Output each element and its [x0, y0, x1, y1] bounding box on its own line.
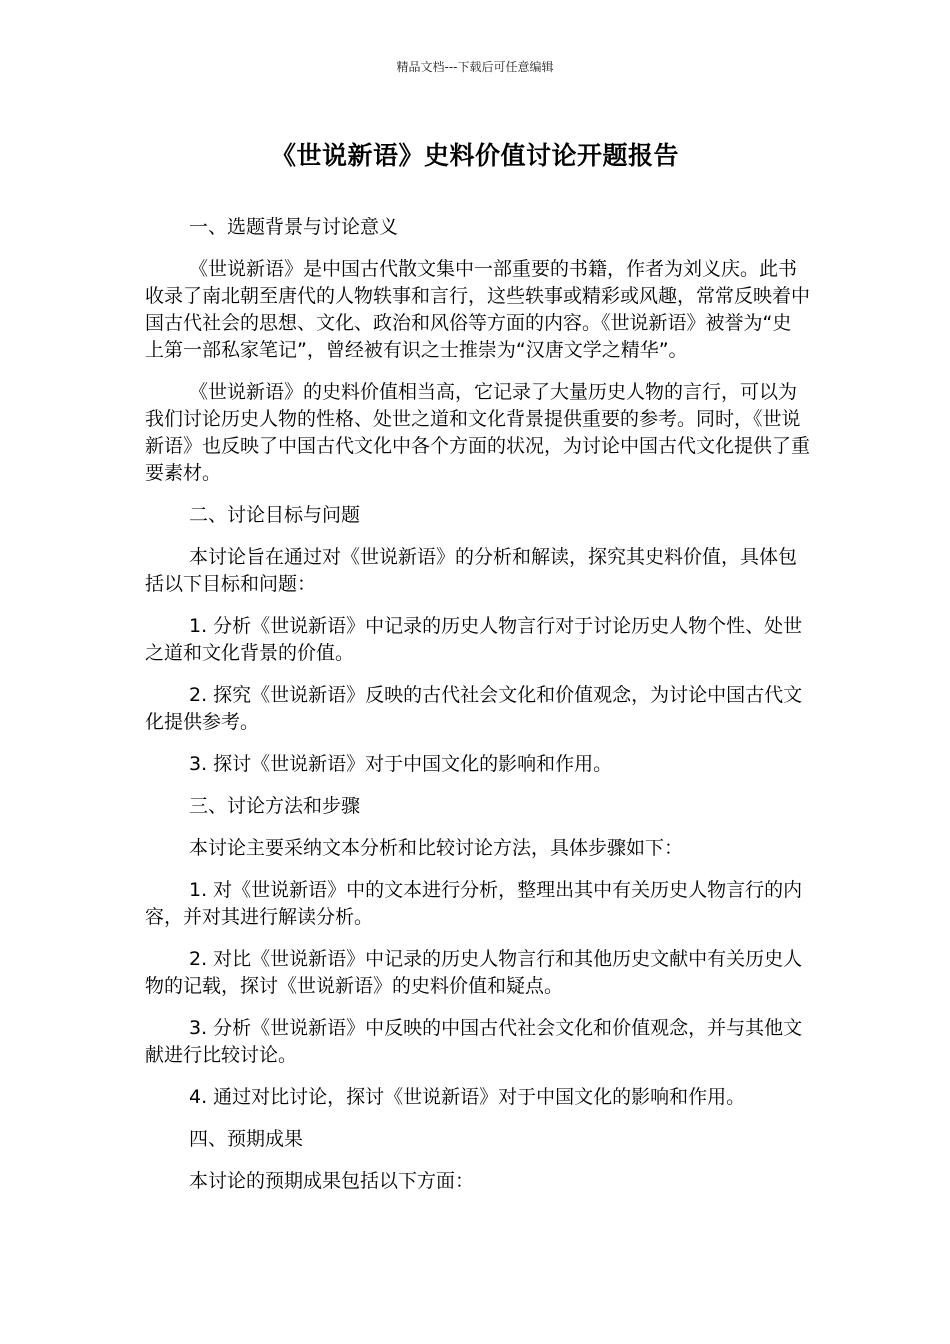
document-body: [145, 214, 810, 1210]
section-heading-3: 三、讨论方法和步骤: [189, 795, 361, 817]
list-item: 4. 通过对比讨论，探讨《世说新语》对于中国文化的影响和作用。: [189, 1086, 746, 1108]
paragraph: 《世说新语》的史料价值相当高，它记录了大量历史人物的言行，可以为我们讨论历史人物的性格、处世之道和文化背景提供重要的参考。同时，《世说新语》也反映了中国古代文化中各个方面的状况，为讨论中国古代文化提供了重要素材。: [145, 381, 811, 484]
document-title: 《世说新语》史料价值讨论开题报告: [270, 141, 679, 170]
paragraph: 本讨论主要采纳文本分析和比较讨论方法，具体步骤如下：: [189, 837, 684, 859]
list-item: 2. 对比《世说新语》中记录的历史人物言行和其他历史文献中有关历史人物的记载，探讨《世说新语》的史料价值和疑点。: [145, 948, 803, 997]
list-item: 3. 分析《世说新语》中反映的中国古代社会文化和价值观念，并与其他文献进行比较讨论。: [145, 1017, 803, 1066]
section-heading-4: 四、预期成果: [189, 1128, 304, 1150]
paragraph: 《世说新语》是中国古代散文集中一部重要的书籍，作者为刘义庆。此书收录了南北朝至唐代的人物轶事和言行，这些轶事或精彩或风趣，常常反映着中国古代社会的思想、文化、政治和风俗等方面的内容。《世说新语》被誉为“史上第一部私家笔记”，曾经被有识之士推崇为“汉唐文学之精华”。: [145, 258, 811, 361]
list-item: 1. 对《世说新语》中的文本进行分析，整理出其中有关历史人物言行的内容，并对其进行解读分析。: [145, 879, 803, 928]
header-note: 精品文档---下载后可任意编辑: [396, 60, 554, 74]
section-heading-1: 一、选题背景与讨论意义: [189, 216, 399, 238]
paragraph: 本讨论的预期成果包括以下方面：: [189, 1170, 475, 1192]
list-item: 2. 探究《世说新语》反映的古代社会文化和价值观念，为讨论中国古代文化提供参考。: [145, 684, 803, 733]
list-item: 3. 探讨《世说新语》对于中国文化的影响和作用。: [189, 753, 613, 775]
list-item: 1. 分析《世说新语》中记录的历史人物言行对于讨论历史人物个性、处世之道和文化背景的价值。: [145, 615, 803, 664]
paragraph: 本讨论旨在通过对《世说新语》的分析和解读，探究其史料价值，具体包括以下目标和问题：: [145, 546, 798, 595]
section-heading-2: 二、讨论目标与问题: [189, 504, 361, 526]
